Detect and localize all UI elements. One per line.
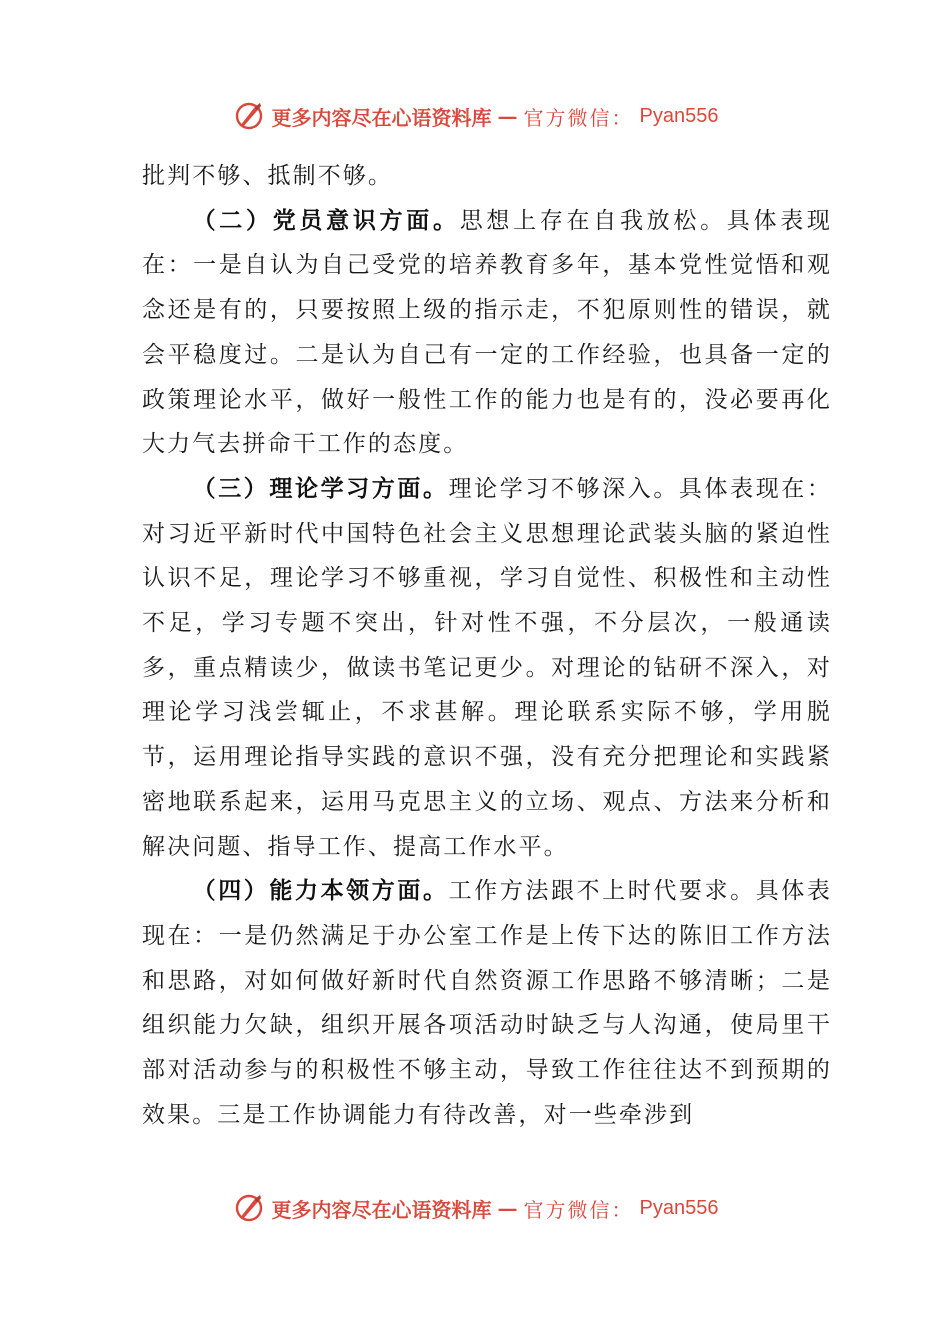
watermark-wechat-id: Pyan556: [639, 104, 719, 127]
watermark-footer: [0, 1188, 950, 1228]
watermark-wechat-id: Pyan556: [639, 1196, 719, 1219]
paragraph-body: 思想上存在自我放松。具体表现在：一是自认为自己受党的培养教育多年，基本党性觉悟和观念还是有的，只要按照上级的指示走，不犯原则性的错误，就会平稳度过。二是认为自己有一定的工作经验，也具备一定的政策理论水平，做好一般性工作的能力也是有的，没必要再化大力气去拼命干工作的态度。: [142, 207, 833, 458]
watermark-header: [0, 96, 950, 136]
quill-pen-logo-icon: [232, 99, 266, 133]
paragraph-theory-study: [142, 467, 832, 869]
watermark-text: 更多内容尽在心语资料库: [271, 1197, 492, 1222]
watermark-dash: —: [497, 1196, 518, 1220]
quill-pen-logo-icon: [232, 1191, 266, 1225]
paragraph-ability: [142, 869, 832, 1137]
watermark-dash: —: [497, 104, 518, 128]
watermark-wechat-label: 官方微信：: [523, 105, 634, 130]
paragraph-body: 理论学习不够深入。具体表现在：对习近平新时代中国特色社会主义思想理论武装头脑的紧迫性认识不足，理论学习不够重视，学习自觉性、积极性和主动性不足，学习专题不突出，针对性不强，不分层次，一般通读多，重点精读少，做读书笔记更少。对理论的钻研不深入，对理论学习浅尝辄止，不求甚解。理论联系实际不够，学用脱节，运用理论指导实践的意识不强，没有充分把理论和实践紧密地联系起来，运用马克思主义的立场、观点、方法来分析和解决问题、指导工作、提高工作水平。: [142, 475, 833, 860]
section-heading: （四）能力本领方面。: [192, 877, 449, 905]
section-heading: （三）理论学习方面。: [192, 474, 449, 502]
section-heading: （二）党员意识方面。: [192, 206, 460, 234]
document-body: [142, 154, 832, 1137]
paragraph-continuation: [142, 154, 832, 199]
paragraph-body: 批判不够、抵制不够。: [142, 163, 393, 189]
watermark-text: 更多内容尽在心语资料库: [271, 105, 492, 130]
paragraph-party-awareness: [142, 199, 832, 467]
paragraph-body: 工作方法跟不上时代要求。具体表现在：一是仍然满足于办公室工作是上传下达的陈旧工作方法和思路，对如何做好新时代自然资源工作思路不够清晰；二是组织能力欠缺，组织开展各项活动时缺乏与人沟通，使局里干部对活动参与的积极性不够主动，导致工作往往达不到预期的效果。三是工作协调能力有待改善，对一些牵涉到: [142, 878, 833, 1128]
watermark-wechat-label: 官方微信：: [523, 1197, 634, 1222]
